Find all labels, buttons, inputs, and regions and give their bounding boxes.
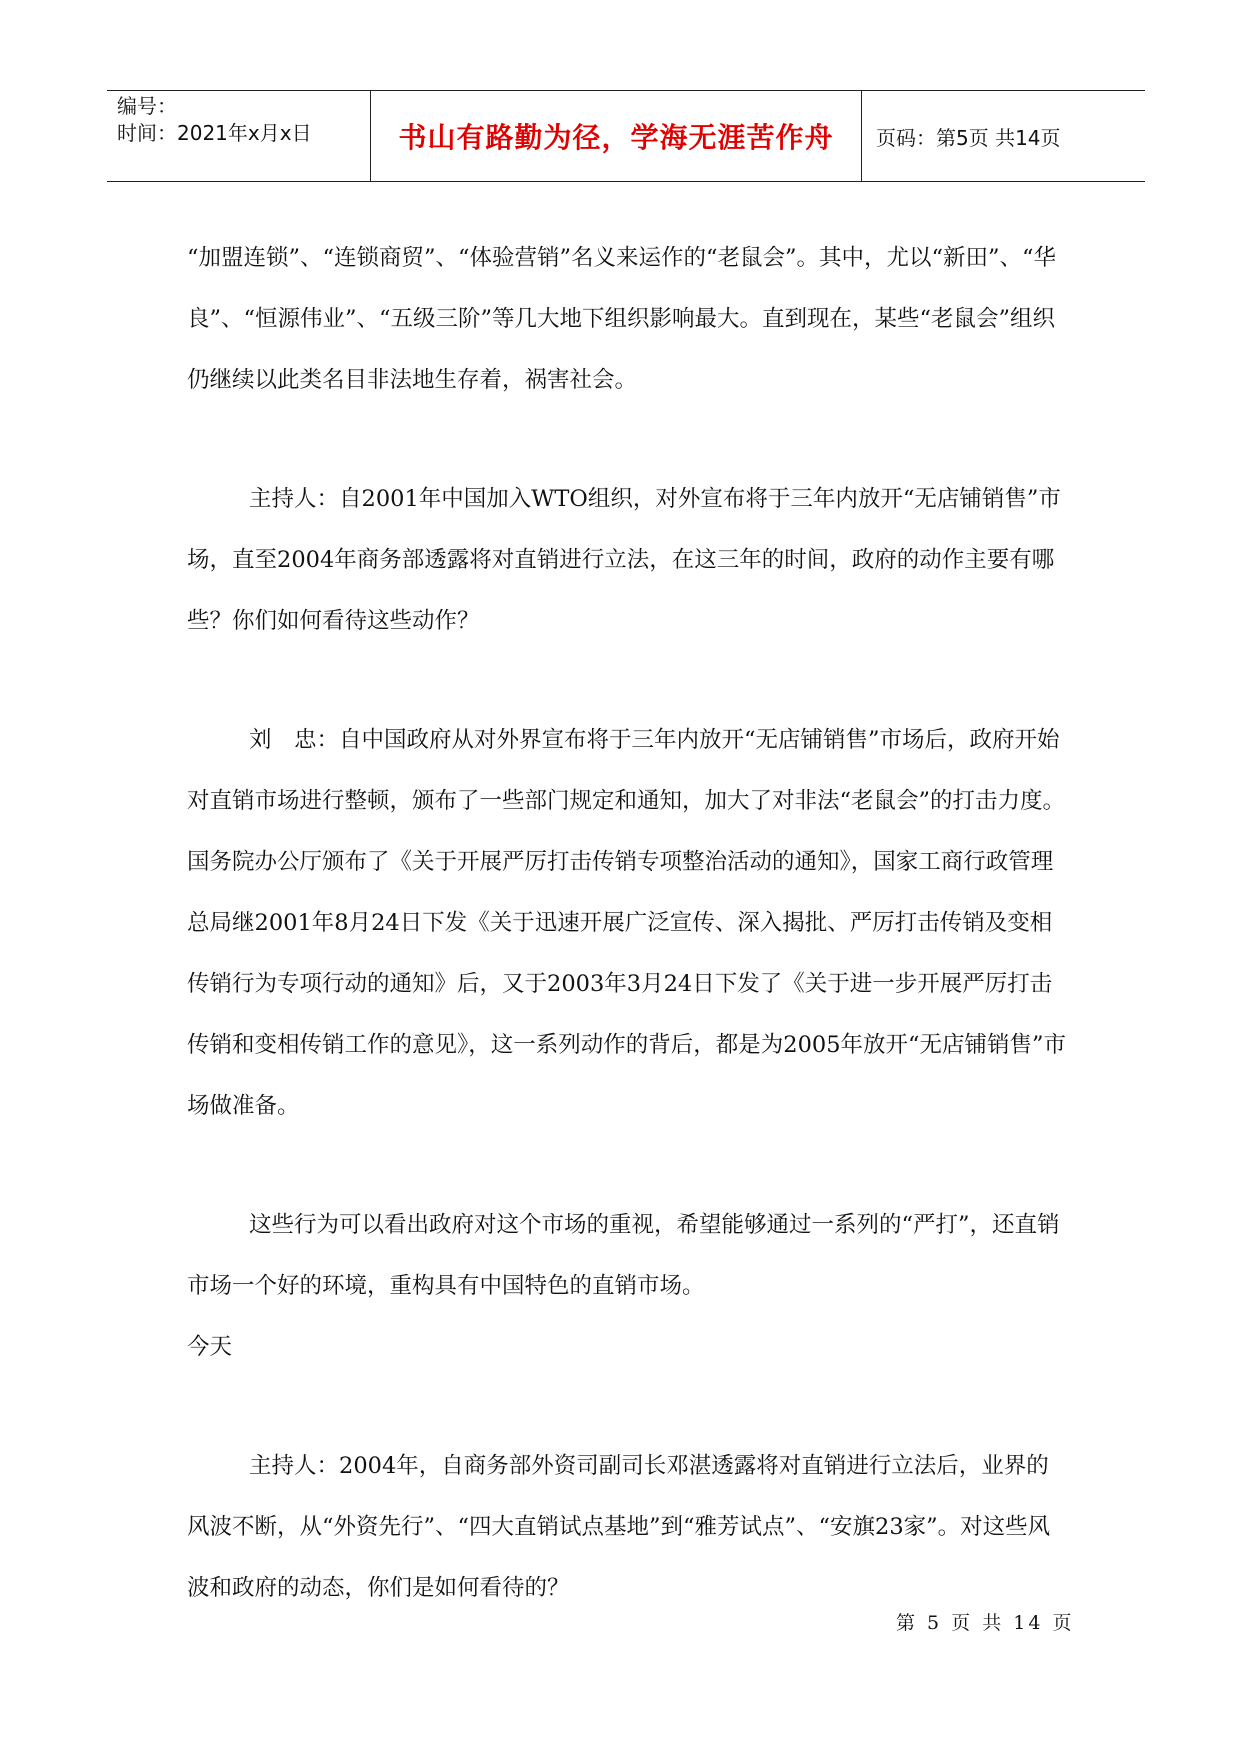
paragraph-1: “加盟连锁”、“连锁商贸”、“体验营销”名义来运作的“老鼠会”。其中，尤以“新田”、“华良”、“恒源伟业”、“五级三阶”等几大地下组织影响最大。直到现在，某些“老鼠会”组织仍继续以此类名目非法地生存着，祸害社会。 xyxy=(187,245,1057,393)
paragraph-5: 今天 xyxy=(187,1334,233,1360)
document-body xyxy=(187,228,1067,1619)
document-header xyxy=(107,90,1145,182)
header-meta xyxy=(107,91,371,181)
paragraph-4: 这些行为可以看出政府对这个市场的重视，希望能够通过一系列的“严打”，还直销市场一个好的环境，重构具有中国特色的直销市场。 xyxy=(187,1212,1060,1299)
paragraph-2: 主持人：自2001年中国加入WTO组织，对外宣布将于三年内放开“无店铺销售”市场，直至2004年商务部透露将对直销进行立法，在这三年的时间，政府的动作主要有哪些？你们如何看待这些动作？ xyxy=(187,486,1061,634)
paragraph-6: 主持人：2004年，自商务部外资司副司长邓湛透露将对直销进行立法后，业界的风波不断，从“外资先行”、“四大直销试点基地”到“雅芳试点”、“安旗23家”。对这些风波和政府的动态，你们是如何看待的？ xyxy=(187,1453,1051,1601)
paragraph-3: 刘 忠：自中国政府从对外界宣布将于三年内放开“无店铺销售”市场后，政府开始对直销市场进行整顿，颁布了一些部门规定和通知，加大了对非法“老鼠会”的打击力度。国务院办公厅颁布了《关于开展严厉打击传销专项整治活动的通知》，国家工商行政管理总局继2001年8月24日下发《关于迅速开展广泛宣传、深入揭批、严厉打击传销及变相传销行为专项行动的通知》后，又于2003年3月24日下发了《关于进一步开展严厉打击传销和变相传销工作的意见》，这一系列动作的背后，都是为2005年放开“无店铺销售”市场做准备。 xyxy=(187,727,1067,1119)
header-motto: 书山有路勤为径，学海无涯苦作舟 xyxy=(371,91,862,181)
document-number-label: 编号： xyxy=(117,94,177,118)
page-footer: 第 5 页 共 14 页 xyxy=(896,1612,1075,1634)
header-page-label: 页码：第5页 共14页 xyxy=(876,125,1061,150)
document-time-label: 时间：2021年x月x日 xyxy=(117,121,312,145)
